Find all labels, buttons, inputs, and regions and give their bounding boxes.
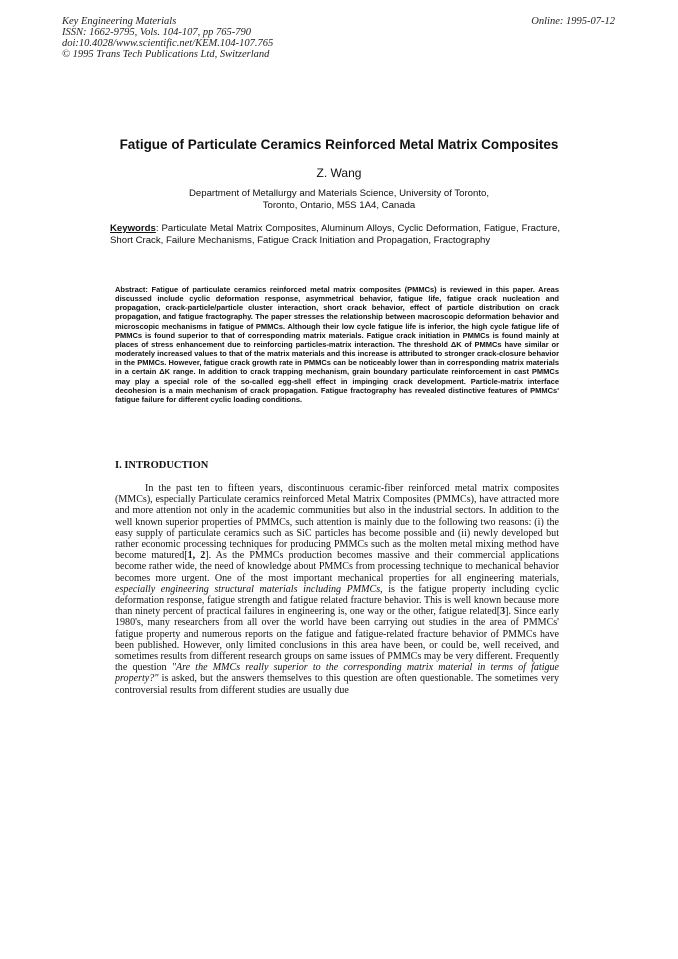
keywords-block xyxy=(110,223,560,248)
affiliation-line-1: Department of Metallurgy and Materials Science, University of Toronto, xyxy=(188,188,490,199)
intro-text-part-4: ]. Since early 1980's, many researchers from all over the world have been carrying out studies in the area of PMMCs' fatigue property and numerous reports on the fatigue and fatigue-related fracture behavior of PMMCs have been published. However, only limited conclusions in this area have been, or could be, well received, and sometimes results from different research groups on same issues of PMMCs may be very different. Frequently the question xyxy=(115,606,559,674)
affiliation-line-2: Toronto, Ontario, M5S 1A4, Canada xyxy=(262,200,416,211)
paper-title: Fatigue of Particulate Ceramics Reinforced Metal Matrix Composites xyxy=(119,137,559,152)
intro-text-part-3: , is the fatigue property including cyclic deformation response, fatigue strength and fatigue related fracture behavior. This is well known because more than ninety percent of practical failures in engineering is, one way or the other, fatigue related[ xyxy=(115,583,559,618)
introduction-paragraph xyxy=(115,483,559,696)
section-heading-introduction: I. INTRODUCTION xyxy=(115,460,209,471)
journal-name: Key Engineering Materials xyxy=(62,16,177,27)
keywords-label: Keywords xyxy=(110,223,156,234)
intro-emphasis-1: especially engineering structural materials including PMMCs xyxy=(115,583,381,595)
copyright-notice: © 1995 Trans Tech Publications Ltd, Switzerland xyxy=(62,49,270,60)
issn-volume-pages: ISSN: 1662-9795, Vols. 104-107, pp 765-790 xyxy=(62,27,251,38)
journal-citation-block xyxy=(62,16,273,60)
citation-ref-3: 3 xyxy=(500,606,506,618)
intro-emphasis-question: "Are the MMCs really superior to the corresponding matrix material in terms of fatigue property?" xyxy=(115,662,560,685)
author-name: Z. Wang xyxy=(316,166,362,180)
intro-text-part-2: ]. As the PMMCs production becomes massive and their commercial applications become rather wide, the need of knowledge about PMMCs from processing technique to mechanical behavior becomes more urgent. One of the most important mechanical properties for all engineering materials, xyxy=(115,550,560,584)
abstract-block xyxy=(115,285,559,404)
abstract-label: Abstract: xyxy=(115,285,148,294)
online-date: Online: 1995-07-12 xyxy=(531,16,615,27)
intro-text-part-1: In the past ten to fifteen years, discontinuous ceramic-fiber reinforced metal matrix composites (MMCs), especially Particulate ceramics reinforced Metal Matrix Composites (PMMCs), have attracted more and more attention not only in the academic communities but also in the industrial sectors. In addition to the well known superior properties of PMMCs, such attention is mainly due to the following two reasons: (i) the easy supply of particulate ceramics such as SiC particles has become possible and (ii) newly developed but rather economic processing techniques for producing PMMCs such as the molten metal mixing method have become matured[ xyxy=(115,483,559,562)
affiliation xyxy=(0,188,678,212)
doi-link[interactable]: doi:10.4028/www.scientific.net/KEM.104-107.765 xyxy=(62,38,274,49)
keywords-text: : Particulate Metal Matrix Composites, Aluminum Alloys, Cyclic Deformation, Fatigue, Fracture, Short Crack, Failure Mechanisms, Fatigue Crack Initiation and Propagation, Fractography xyxy=(110,223,560,247)
abstract-text: Fatigue of particulate ceramics reinforced metal matrix composites (PMMCs) is reviewed in this paper. Areas discussed include cyclic deformation response, asymmetrical behavior, fatigue life, fatigue crack nucleation and propagation, crack-particle/particle cluster interaction, short crack behavior, effect of particle distribution on crack propagation, and fatigue fractography. The paper stresses the relationship between macroscopic deformation behavior and microscopic mechanisms in fatigue of PMMCs. Although their low cycle fatigue life is inferior, the high cycle fatigue life of PMMCs is found superior to that of corresponding matrix materials. Fatigue crack initiation in PMMCs is found mainly at places of stress enhancement due to reinforcing particles-matrix interaction. The threshold ΔK of PMMCs have similar or moderately increased values to that of the matrix materials and this increase is attributed to stronger crack-closure behavior in the PMMCs. However, fatigue crack growth rate in PMMCs can be noticeably lower than in corresponding matrix materials in a certain ΔK range. In addition to crack trapping mechanism, grain boundary particulate reinforcement in cast PMMCs may play a special role of the so-called egg-shell effect in impinging crack development. Particle-matrix interface decohesion is a main mechanism of crack propagation. Fatigue fractography has revealed distinctive features of PMMCs' fatigue failure for different cyclic loading conditions. xyxy=(115,285,559,404)
citation-ref-1-2: 1, 2 xyxy=(187,550,206,562)
intro-text-part-5: is asked, but the answers themselves to this question are often questionable. The sometimes very controversial results from different studies are usually due xyxy=(115,673,559,696)
